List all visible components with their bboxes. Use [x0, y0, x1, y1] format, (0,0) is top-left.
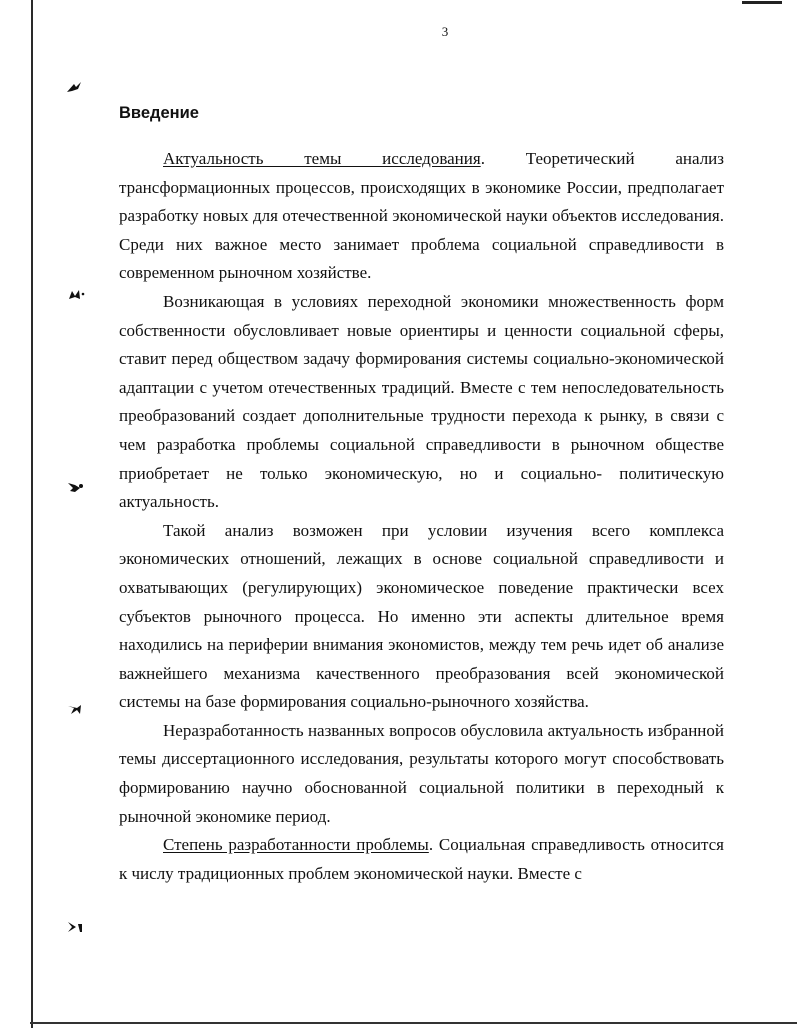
relevance-subheading: Актуальность темы исследования	[163, 149, 481, 168]
page-bottom-edge-line	[30, 1022, 797, 1024]
paragraph-degree-of-development: Степень разработанности проблемы. Социальная справедливость относится к числу традиционных проблем экономической науки. Вместе с	[119, 835, 724, 883]
document-body	[119, 145, 724, 888]
page-top-edge-line	[742, 1, 782, 4]
page-left-edge-line	[31, 0, 33, 1028]
paragraph-undeveloped-issues: Неразработанность названных вопросов обусловила актуальность избранной темы диссертационного исследования, результаты которого могут способствовать формированию научно обоснованной социальной политики в переходный к рыночной экономике период.	[119, 720, 724, 826]
section-heading: Введение	[119, 104, 199, 122]
paragraph-relevance: Актуальность темы исследования. Теоретический анализ трансформационных процессов, происходящих в экономике России, предполагает разработку новых для отечественной экономической науки объектов исследования. Среди них важное место занимает проблема социальной справедливости в современном рыночном хозяйстве.	[119, 149, 724, 283]
page-number: 3	[441, 24, 449, 39]
paragraph-property-forms: Возникающая в условиях переходной экономики множественность форм собственности обусловливает новые ориентиры и ценности социальной сферы, ставит перед обществом задачу формирования системы социально-экономической адаптации с учетом отечественных традиций. Вместе с тем непоследовательность преобразований создает дополнительные трудности перехода к рынку, в связи с чем разработка проблемы социальной справедливости в рыночном обществе приобретает не только экономическую, но и социально- политическую актуальность.	[119, 291, 724, 512]
binding-hole-mark-icon	[62, 286, 88, 304]
degree-subheading: Степень разработанности проблемы	[163, 835, 429, 855]
binding-hole-mark-icon	[62, 78, 88, 96]
binding-hole-mark-icon	[62, 918, 88, 936]
binding-hole-mark-icon	[62, 700, 88, 718]
binding-hole-mark-icon	[62, 478, 88, 496]
paragraph-analysis-conditions: Такой анализ возможен при условии изучения всего комплекса экономических отношений, лежащих в основе социальной справедливости и охватывающих (регулирующих) экономическое поведение практически всех субъектов рыночного процесса. Но именно эти аспекты длительное время находились на периферии внимания экономистов, между тем речь идет об анализе важнейшего механизма качественного преобразования всей экономической системы на базе формирования социально-рыночного хозяйства.	[119, 520, 724, 712]
